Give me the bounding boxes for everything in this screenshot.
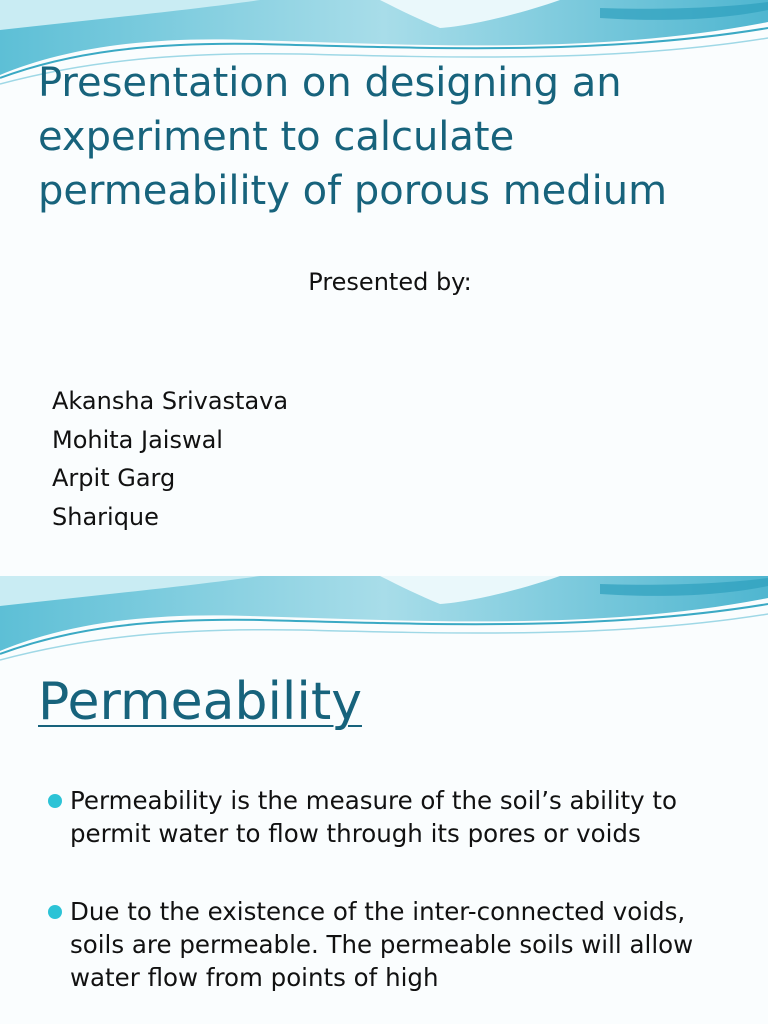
bullet-item <box>46 895 746 994</box>
bullet-list <box>46 784 746 1024</box>
presenter-name: Akansha Srivastava <box>52 387 289 415</box>
presenter-list <box>52 382 288 536</box>
presenter-name: Sharique <box>52 502 159 531</box>
presented-by-label: Presented by: <box>308 268 472 296</box>
bullet-dot-icon <box>48 905 62 919</box>
bullet-item <box>46 784 746 850</box>
permeability-heading: Permeability <box>38 672 362 732</box>
bullet-text: Permeability is the measure of the soil’s ability to permit water to flow through its pores or voids <box>70 786 678 848</box>
slide-title-heading: Presentation on designing an experiment to calculate permeability of porous medium <box>38 60 668 214</box>
wave-decoration <box>0 576 768 676</box>
slide-permeability <box>0 576 768 1024</box>
presenter-name: Mohita Jaiswal <box>52 425 223 454</box>
bullet-dot-icon <box>48 794 62 808</box>
presenter-name: Arpit Garg <box>52 464 176 492</box>
bullet-text: Due to the existence of the inter-connected voids, soils are permeable. The permeable soils will allow water flow from points of high <box>70 897 694 992</box>
